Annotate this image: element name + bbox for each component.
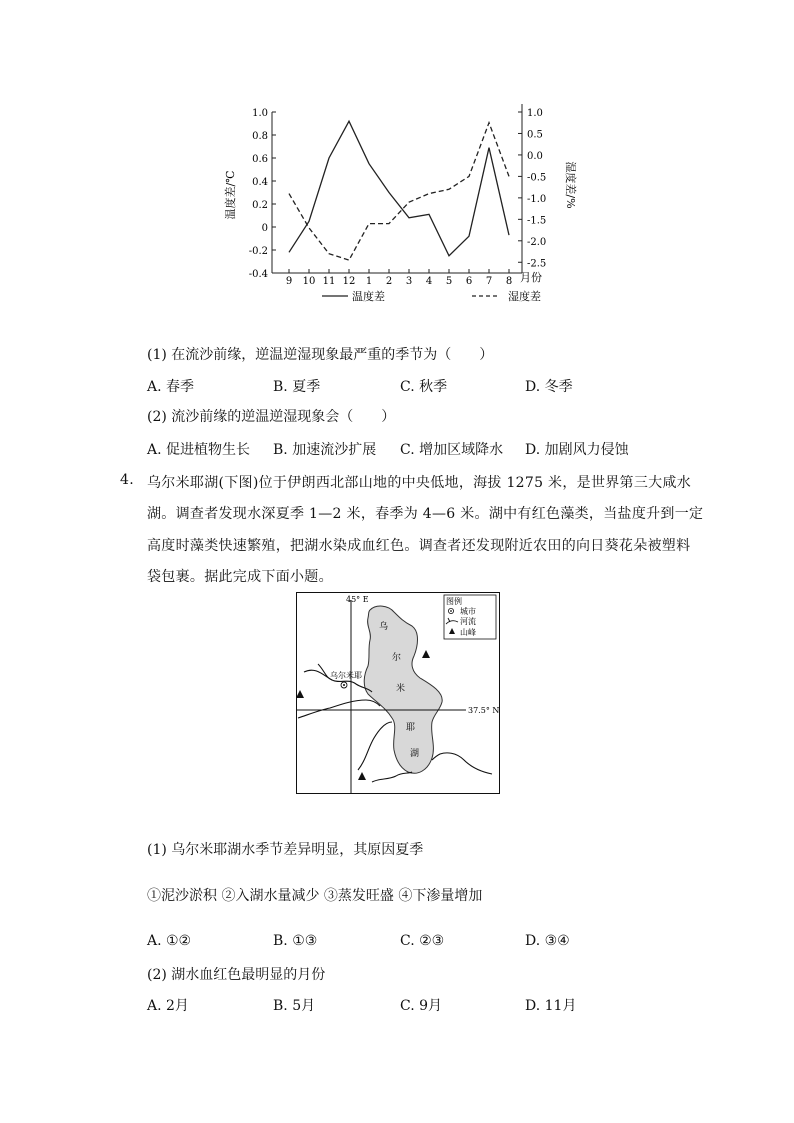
- lake-char-4: 耶: [406, 723, 416, 733]
- q4-sub1-option-d[interactable]: D. ③④: [525, 933, 570, 949]
- q4-paragraph-line-2: 湖。调查者发现水深夏季 1—2 米，春季为 4—6 米。湖中有红色藻类，当盐度升到一定: [147, 506, 704, 522]
- x-tick-label: 7: [485, 276, 493, 287]
- city-marker-inner: [343, 684, 345, 686]
- x-tick-label: 10: [302, 276, 316, 287]
- right-tick-label: -0.5: [527, 172, 547, 184]
- lake-urmia-map: [296, 592, 500, 794]
- temp-humidity-chart: [215, 98, 575, 308]
- chart-series: [289, 121, 509, 260]
- q3-sub1-question: (1) 在流沙前缘，逆温逆湿现象最严重的季节为（ ）: [147, 347, 494, 363]
- x-tick-label: 2: [385, 276, 393, 287]
- legend-dashed-label: 湿度差: [508, 290, 541, 303]
- x-tick-label: 9: [285, 276, 293, 287]
- x-axis-unit-label: 月份: [520, 271, 542, 284]
- right-tick-label: -1.5: [527, 215, 547, 227]
- x-tick-label: 4: [425, 276, 433, 287]
- humidity-diff-line: [289, 123, 509, 260]
- x-tick-label: 3: [405, 276, 413, 287]
- right-tick-label: -2.0: [527, 236, 547, 248]
- q4-paragraph-line-3: 高度时藻类快速繁殖，把湖水染成血红色。调查者还发现附近农田的向日葵花朵被塑料: [147, 538, 691, 554]
- legend-solid-label: 温度差: [352, 290, 385, 303]
- temperature-diff-line: [289, 121, 509, 256]
- legend-peak-label: 山峰: [460, 628, 476, 637]
- lake-char-2: 尔: [392, 653, 402, 663]
- lake-char-5: 湖: [410, 749, 420, 759]
- left-tick-label: -0.2: [248, 246, 268, 257]
- x-tick-label: 11: [322, 276, 336, 287]
- left-tick-label: 0.8: [252, 131, 268, 142]
- x-tick-label: 1: [365, 276, 373, 287]
- q3-sub2-option-d[interactable]: D. 加剧风力侵蚀: [525, 442, 629, 458]
- q3-sub1-option-b[interactable]: B. 夏季: [273, 379, 321, 395]
- q3-sub2-option-b[interactable]: B. 加速流沙扩展: [273, 442, 377, 458]
- q4-paragraph-line-1: 乌尔米耶湖(下图)位于伊朗西北部山地的中央低地，海拔 1275 米，是世界第三大咸水: [147, 475, 692, 491]
- q4-sub2-option-c[interactable]: C. 9月: [400, 998, 443, 1014]
- q4-paragraph-line-4: 袋包裹。据此完成下面小题。: [147, 569, 333, 585]
- left-tick-label: 0.6: [252, 154, 268, 165]
- q3-sub2-option-a[interactable]: A. 促进植物生长: [147, 442, 251, 458]
- lake-char-1: 乌: [379, 622, 389, 632]
- q4-number: 4.: [120, 472, 134, 488]
- chart-axes: [272, 104, 522, 273]
- q3-sub1-option-c[interactable]: C. 秋季: [400, 379, 448, 395]
- parallel-label: 37.5° N: [468, 706, 500, 715]
- q3-sub1-option-a[interactable]: A. 春季: [147, 379, 195, 395]
- q4-sub1-option-b[interactable]: B. ①③: [273, 933, 318, 949]
- left-tick-label: 0: [261, 223, 268, 234]
- q3-sub2-question: (2) 流沙前缘的逆温逆湿现象会（ ）: [147, 409, 396, 425]
- left-tick-label: 0.4: [252, 177, 268, 188]
- q4-sub1-items: ①泥沙淤积 ②入湖水量减少 ③蒸发旺盛 ④下渗量增加: [147, 888, 483, 904]
- q4-sub1-option-a[interactable]: A. ①②: [147, 933, 192, 949]
- right-tick-label: -1.0: [527, 193, 547, 205]
- q4-sub2-question: (2) 湖水血红色最明显的月份: [147, 967, 326, 983]
- q4-sub2-option-a[interactable]: A. 2月: [147, 998, 189, 1014]
- left-tick-label: 1.0: [252, 108, 268, 119]
- legend-city-label: 城市: [460, 607, 476, 616]
- x-tick-label: 8: [505, 276, 513, 287]
- q4-sub2-option-d[interactable]: D. 11月: [525, 998, 577, 1014]
- q3-sub2-option-c[interactable]: C. 增加区域降水: [400, 442, 504, 458]
- left-tick-label: 0.2: [252, 200, 268, 211]
- x-tick-label: 6: [465, 276, 473, 287]
- chart-tick-labels: [249, 108, 547, 287]
- left-tick-label: -0.4: [248, 269, 268, 280]
- legend-river-label: 河流: [460, 617, 476, 626]
- legend-city-icon-dot: [450, 610, 452, 612]
- q4-sub1-question: (1) 乌尔米耶湖水季节差异明显，其原因夏季: [147, 842, 424, 858]
- map-legend-title: 图例: [446, 597, 462, 606]
- right-tick-label: 0.5: [527, 129, 543, 141]
- lake-char-3: 米: [396, 684, 406, 694]
- meridian-label: 45° E: [346, 595, 369, 604]
- left-axis-label: 温度差/℃: [224, 170, 237, 220]
- q3-sub1-option-d[interactable]: D. 冬季: [525, 379, 573, 395]
- city-label: 乌尔米耶: [330, 671, 362, 680]
- right-axis-label: 湿度差/%: [564, 161, 577, 209]
- x-tick-label: 5: [445, 276, 453, 287]
- right-tick-label: 0.0: [527, 150, 543, 162]
- q4-sub1-option-c[interactable]: C. ②③: [400, 933, 445, 949]
- right-tick-label: -2.5: [527, 258, 547, 270]
- right-tick-label: 1.0: [527, 108, 543, 119]
- x-tick-label: 12: [342, 276, 356, 287]
- q4-sub2-option-b[interactable]: B. 5月: [273, 998, 316, 1014]
